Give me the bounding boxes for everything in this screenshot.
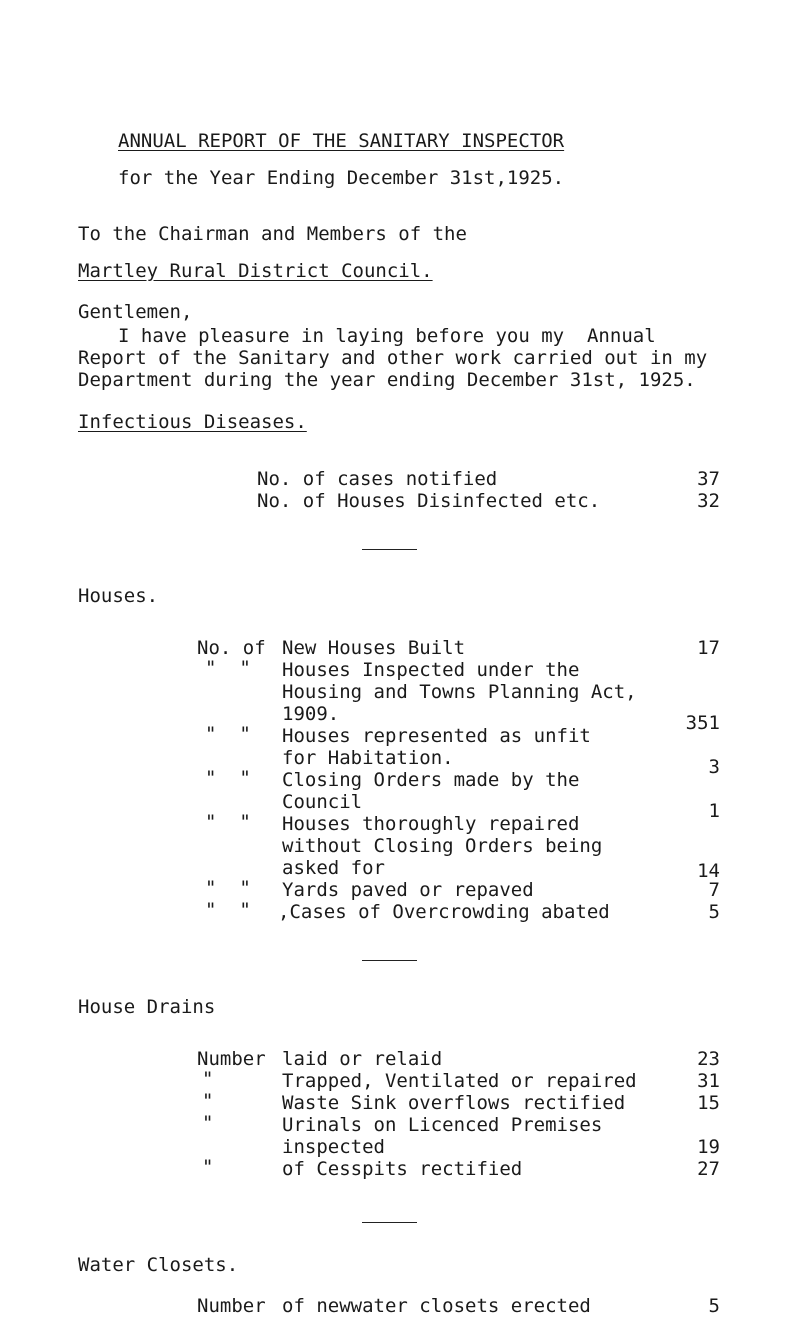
houses-label-2b: Housing and Towns Planning Act, <box>282 681 637 703</box>
houses-ditto: " " <box>205 723 251 745</box>
drains-value-1: 23 <box>697 1048 720 1070</box>
section-heading-closets: Water Closets. <box>78 1254 239 1276</box>
houses-label-6: Yards paved or repaved <box>282 879 534 901</box>
infectious-label-1: No. of cases notified <box>257 468 498 490</box>
divider <box>362 960 417 961</box>
houses-value-7: 5 <box>708 901 720 923</box>
houses-value-4: 1 <box>708 800 720 822</box>
drains-prefix: Number <box>197 1048 266 1070</box>
drains-ditto: " <box>202 1068 214 1090</box>
houses-label-7: ,Cases of Overcrowding abated <box>278 901 610 923</box>
report-subtitle: for the Year Ending December 31st,1925. <box>118 167 565 189</box>
intro-line-2: Report of the Sanitary and other work carried out in my <box>78 347 708 369</box>
drains-value-5: 27 <box>697 1158 720 1180</box>
divider <box>362 1222 417 1223</box>
houses-value-3: 3 <box>708 756 720 778</box>
drains-label-4a: Urinals on Licenced Premises <box>282 1114 603 1136</box>
houses-label-2c: 1909. <box>282 703 340 725</box>
houses-ditto: " " <box>205 657 251 679</box>
salutation: Gentlemen, <box>78 301 193 323</box>
address-line-2: Martley Rural District Council. <box>78 260 433 282</box>
drains-label-1: laid or relaid <box>282 1048 443 1070</box>
houses-ditto: " " <box>205 767 251 789</box>
houses-value-2: 351 <box>685 712 720 734</box>
drains-ditto: " <box>202 1112 214 1134</box>
section-heading-drains: House Drains <box>78 996 216 1018</box>
intro-line-3: Department during the year ending December 31st, 1925. <box>78 369 696 391</box>
houses-label-1: New Houses Built <box>282 637 466 659</box>
drains-ditto: " <box>202 1090 214 1112</box>
houses-prefix: No. of <box>197 637 266 659</box>
infectious-label-2: No. of Houses Disinfected etc. <box>257 490 601 512</box>
drains-value-3: 15 <box>697 1092 720 1114</box>
section-heading-houses: Houses. <box>78 585 159 607</box>
houses-label-2a: Houses Inspected under the <box>282 659 580 681</box>
houses-label-4a: Closing Orders made by the <box>282 769 580 791</box>
address-line-1: To the Chairman and Members of the <box>78 223 467 245</box>
drains-value-2: 31 <box>697 1070 720 1092</box>
closets-label-1: of newwater closets erected <box>282 1295 591 1317</box>
drains-value-4: 19 <box>697 1136 720 1158</box>
houses-label-3a: Houses represented as unfit <box>282 725 591 747</box>
houses-value-6: 7 <box>708 879 720 901</box>
closets-prefix-1: Number <box>197 1295 266 1317</box>
section-heading-infectious: Infectious Diseases. <box>78 411 307 433</box>
report-title: ANNUAL REPORT OF THE SANITARY INSPECTOR <box>118 130 565 152</box>
houses-ditto: " " <box>205 811 251 833</box>
houses-ditto: " " <box>205 877 251 899</box>
closets-value-1: 5 <box>708 1295 720 1317</box>
houses-label-4b: Council <box>282 791 363 813</box>
intro-line-1: I have pleasure in laying before you my Annual <box>118 325 656 347</box>
houses-label-5a: Houses thoroughly repaired <box>282 813 580 835</box>
infectious-value-2: 32 <box>697 490 720 512</box>
drains-label-4b: inspected <box>282 1136 385 1158</box>
houses-label-5c: asked for <box>282 857 385 879</box>
houses-label-3b: for Habitation. <box>282 747 454 769</box>
houses-label-5b: without Closing Orders being <box>282 835 603 857</box>
houses-value-1: 17 <box>697 637 720 659</box>
houses-ditto: " " <box>205 899 251 921</box>
drains-label-5: of Cesspits rectified <box>282 1158 523 1180</box>
drains-ditto: " <box>202 1156 214 1178</box>
houses-value-5: 14 <box>697 860 720 882</box>
infectious-value-1: 37 <box>697 468 720 490</box>
divider <box>362 549 417 550</box>
drains-label-3: Waste Sink overflows rectified <box>282 1092 626 1114</box>
drains-label-2: Trapped, Ventilated or repaired <box>282 1070 637 1092</box>
